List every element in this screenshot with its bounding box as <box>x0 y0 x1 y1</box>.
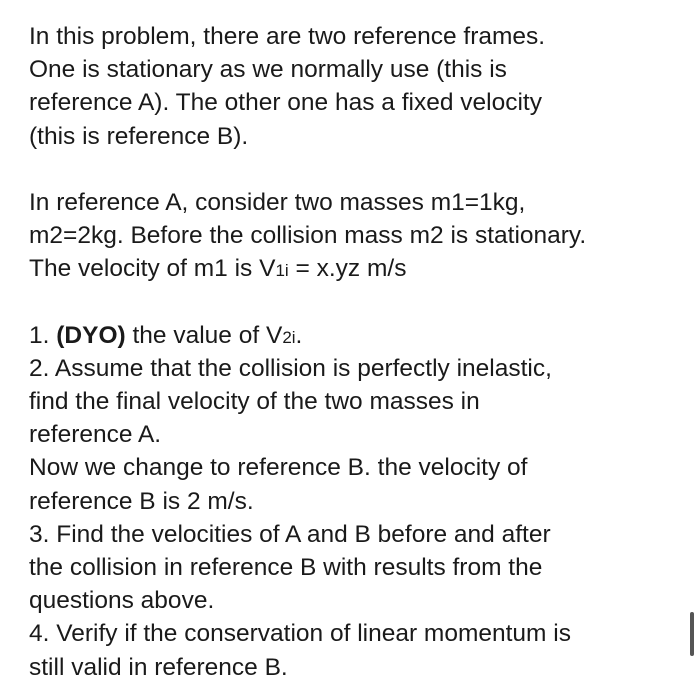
scrollbar[interactable] <box>690 612 694 656</box>
question-number: 1. <box>29 321 57 349</box>
setup-line: m2=2kg. Before the collision mass m2 is stationary. <box>29 222 587 250</box>
setup-line: In reference A, consider two masses m1=1kg, <box>29 188 526 216</box>
question-3: 3. Find the velocities of A and B before and after <box>29 520 551 548</box>
question-4: 4. Verify if the conservation of linear momentum is <box>29 620 571 648</box>
intro-line: (this is reference B). <box>29 122 249 150</box>
intro-line: One is stationary as we normally use (this is <box>29 56 507 84</box>
velocity-text: The velocity of m1 is V <box>29 255 276 283</box>
question-text: the value of V <box>125 321 283 349</box>
setup-line <box>29 252 679 285</box>
question-2: reference A. <box>29 421 162 449</box>
velocity-value: = x.yz m/s <box>288 255 407 283</box>
reference-b-line: reference B is 2 m/s. <box>29 487 254 515</box>
dyo-label: (DYO) <box>56 321 126 349</box>
velocity-subscript: 1i <box>275 261 289 281</box>
question-4: still valid in reference B. <box>29 653 288 681</box>
paragraph-spacer <box>29 153 679 186</box>
velocity-subscript: 2i <box>282 327 296 347</box>
intro-line: In this problem, there are two reference frames. <box>29 23 546 50</box>
question-3: questions above. <box>29 587 215 615</box>
question-3: the collision in reference B with results from the <box>29 554 543 581</box>
paragraph-spacer <box>29 286 679 319</box>
intro-line: reference A). The other one has a fixed velocity <box>29 89 542 117</box>
reference-b-line: Now we change to reference B. the velocity of <box>29 454 528 482</box>
question-end: . <box>295 321 303 349</box>
problem-text <box>29 20 679 684</box>
question-1 <box>29 319 679 352</box>
question-2: 2. Assume that the collision is perfectly inelastic, <box>29 354 552 382</box>
question-2: find the final velocity of the two masses in <box>29 388 480 416</box>
